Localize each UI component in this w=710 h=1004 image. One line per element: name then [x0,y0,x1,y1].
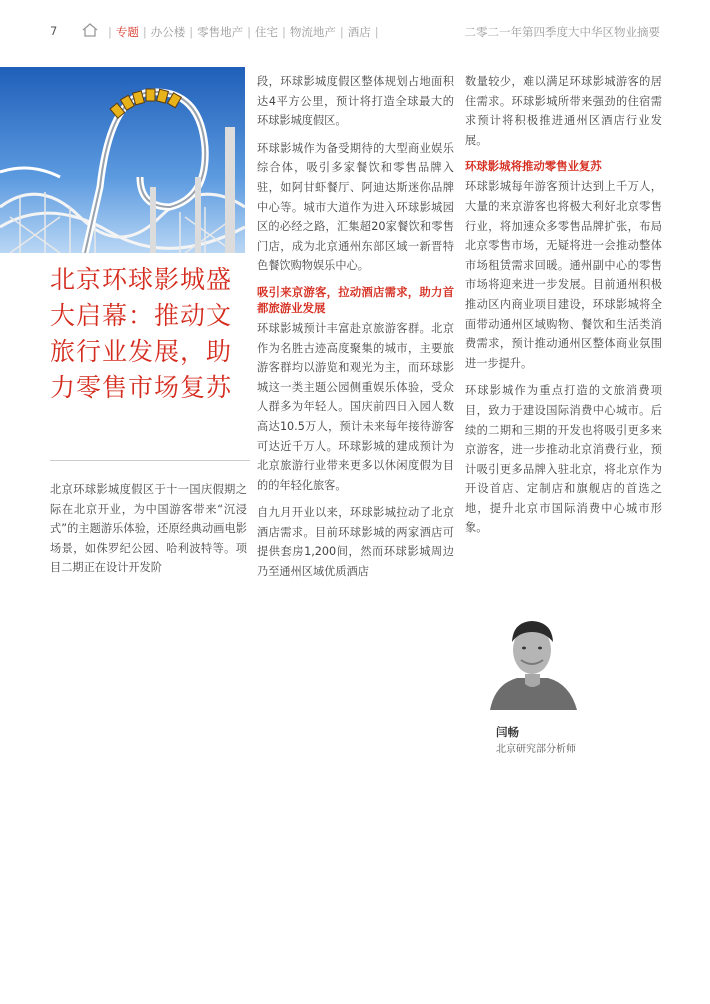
article-headline: 北京环球影城盛大启幕：推动文旅行业发展，助力零售市场复苏 [50,265,233,402]
nav-item-residential[interactable]: 住宅 [255,25,278,39]
section-heading: 环球影城将推动零售业复苏 [465,159,602,174]
paragraph: 环球影城作为重点打造的文旅消费项目，致力于建设国际消费中心城市。后续的二期和三期的开发也将吸引更多来京游客，进一步推动北京消费行业，预计吸引更多品牌入驻北京，将北京作为开设首店、定制店和旗舰店的首选之地，提升北京市国际消费中心城市形象。 [465,384,662,535]
article-column-1 [50,480,247,586]
page-header [0,24,710,44]
section-nav: | 专题 | 办公楼 | 零售地产 | 住宅 | 物流地产 | 酒店 | [108,25,379,39]
paragraph: 北京环球影城度假区于十一国庆假期之际在北京开业，为中国游客带来“沉浸式”的主题游乐体验，还原经典动画电影场景，如侏罗纪公园、哈利波特等。项目二期正在设计开发阶 [50,483,247,575]
section-heading: 吸引来京游客，拉动酒店需求，助力首都旅游业发展 [257,284,454,315]
author-name: 闫畅 [496,725,519,739]
paragraph: 环球影城预计丰富赴京旅游客群。北京作为名胜古迹高度聚集的城市，主要旅游客群均以游览和观光为主，而环球影城这一类主题公园侧重娱乐体验，受众人群多为年轻人。国庆前四日入园人数高达10.5万人，预计未来每年接待游客可达近千万人。环球影城的建成预计为北京旅游行业带来更多以休闲度假为目的的年轻化旅客。 [257,321,454,492]
nav-item-office[interactable]: 办公楼 [150,25,186,39]
nav-item-special[interactable]: 专题 [115,25,139,39]
paragraph: 环球影城作为备受期待的大型商业娱乐综合体，吸引多家餐饮和零售品牌入驻，如阿甘虾餐厅、阿迪达斯迷你品牌中心等。城市大道作为进入环球影城园区的必经之路，汇集超20家餐饮和零售门店，成为北京通州东部区域一新晋特色餐饮购物娱乐中心。 [257,141,454,273]
paragraph: 环球影城每年游客预计达到上千万人，大量的来京游客也将极大利好北京零售行业，将加速众多零售品牌扩张，布局北京零售市场，无疑将进一会推动整体市场租赁需求回暖。通州副中心的零售市场将迎来进一步发展。目前通州积极推动区内商业项目建设，环球影城将全面带动通州区域购物、餐饮和生活类消费需求，预计推动通州区整体商业氛围进一步提升。 [465,180,662,370]
headline-divider [50,460,250,461]
nav-item-hotel[interactable]: 酒店 [347,25,371,39]
report-title: 二零二一年第四季度大中华区物业摘要 [464,25,660,39]
author-role: 北京研究部分析师 [496,744,576,755]
nav-item-retail[interactable]: 零售地产 [197,25,244,39]
paragraph: 段，环球影城度假区整体规划占地面积达4平方公里，预计将打造全球最大的环球影城度假区。 [257,75,454,128]
paragraph: 自九月开业以来，环球影城拉动了北京酒店需求。目前环球影城的两家酒店可提供套房1,200间，然而环球影城周边乃至通州区域优质酒店 [257,506,454,579]
home-icon[interactable] [82,23,98,37]
paragraph: 数量较少，难以满足环球影城游客的居住需求。环球影城所带来强劲的住宿需求预计将积极推进通州区酒店行业发展。 [465,75,662,147]
author-portrait [485,612,580,710]
article-column-3 [465,72,662,546]
nav-item-logistics[interactable]: 物流地产 [289,25,336,39]
page-number: 7 [50,24,58,38]
article-column-2 [257,72,454,590]
roller-coaster-photo [0,67,245,253]
